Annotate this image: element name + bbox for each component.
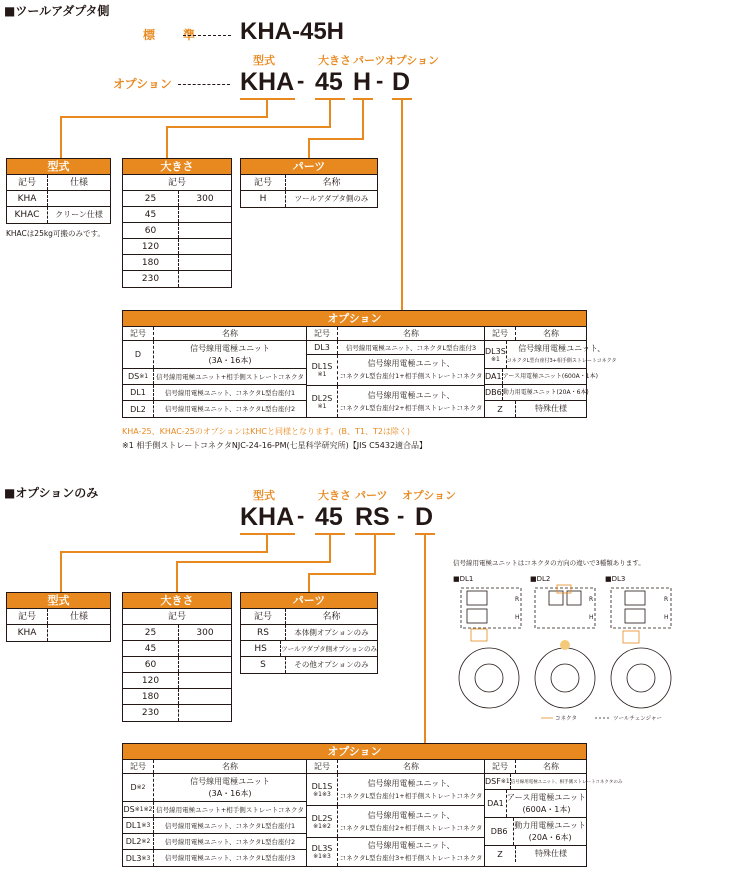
opt-col-code: 記号 [485,760,516,773]
parts-cell: ツールアダプタ側のみ [285,191,377,207]
option-leader [178,84,230,85]
r-label-dl1: R [515,596,520,603]
opt-code: DS [127,372,140,381]
size-col-code-2: 記号 [167,612,186,622]
size-cell-2: 45 [144,644,157,654]
connector [176,561,178,593]
opt-mark: ※1 [500,778,510,785]
type-col-spec: 仕様 [47,175,110,190]
opt-name: コネクタL型台座付3+相手側ストレートコネクタ [506,357,617,364]
size-cell: 300 [178,191,231,206]
size-cell [178,223,231,238]
connector [308,138,364,140]
opt-col-name: 名称 [543,761,559,771]
opt-name: 信号線用電極ユニット、 [367,810,455,820]
size-table-2 [122,592,232,722]
opt-code: Z [485,401,516,417]
connector [329,98,331,128]
parts-cell-2: RS [257,628,269,638]
opt-name: 信号線用電極ユニット、コネクタL型台座付3 [164,854,296,862]
opt-mark: ※1 [139,373,149,380]
opt-name: 信号線用電極ユニット、 [367,390,455,400]
connector [60,116,268,118]
opt-name: 信号線用電極ユニット、コネクタL型台座付1 [164,388,296,397]
connector [401,98,403,311]
option-table-title: オプション [123,311,586,327]
size-cell [178,271,231,287]
option-header-2: オプション [402,489,457,502]
size-cell: 120 [141,242,160,252]
parts-col-name-2: 名称 [285,609,377,624]
opt-col-code: 記号 [123,327,154,340]
size-cell-2 [178,657,231,672]
connector-diagram [453,583,673,728]
type-header-2: 型式 [253,489,275,502]
option-header: オプション [385,54,440,67]
type-table-title: 型式 [7,159,110,175]
type-col-spec-2: 仕様 [47,609,110,624]
section2-title: ■オプションのみ [4,486,99,500]
connector [329,533,331,563]
code-dash1: - [297,68,305,93]
opt-name: 信号線用電極ユニット [190,343,270,353]
opt-name: コネクタL型台座付2+相手側ストレートコネクタ [339,823,483,832]
opt-code: DL2S [311,393,333,403]
option-table-title-2: オプション [123,744,586,760]
opt-code: DL3S [485,346,506,356]
connector [424,533,426,743]
opt-name: 信号線用電極ユニット、相手側ストレートコネクタのみ [510,779,623,785]
standard-leader [183,35,231,36]
opt-name: 信号線用電極ユニット、 [367,841,455,850]
h-label-dl2: H [589,614,594,621]
size-cell-2 [178,689,231,704]
opt-code: D [123,341,154,368]
opt-code: DL3 [307,341,338,354]
code-option-2: D [415,503,434,531]
size-cell: 180 [141,258,160,268]
opt-col-name: 名称 [543,328,559,338]
connector [166,126,331,128]
type-table [6,158,111,224]
opt-name: 信号線用電極ユニット、コネクタL型台座付1 [164,821,296,830]
type-cell [47,191,110,206]
parts-header: パーツ [353,54,386,67]
type-cell-2 [47,625,110,641]
size-cell: 230 [141,274,160,284]
connector [266,98,268,118]
opt-code: DSF [485,777,501,786]
opt-col-code: 記号 [307,760,338,773]
parts-cell-2: 本体側オプションのみ [285,625,377,640]
opt-name: 信号線用電極ユニット、コネクタL型台座付3 [345,343,477,352]
code-type: KHA [240,68,295,96]
opt-name: 特殊仕様 [535,404,567,413]
opt-name: 信号線用電極ユニット+相手側ストレートコネクタ [156,372,304,381]
size-cell-2 [178,641,231,656]
parts-col-name: 名称 [285,175,377,190]
opt-mark: ※2 [141,838,151,845]
note-khc: KHA-25、KHAC-25のオプションはKHCと同様となります。(B、T1、T2は除く) [122,427,411,436]
note-connector: ※1 相手側ストレートコネクタNJC-24-16-PM(七星科学研究所)【JIS C5432適合品】 [122,441,428,450]
opt-mark: ※3 [141,854,151,862]
opt-name: 特殊仕様 [535,849,567,858]
code-size-2: 45 [315,503,343,531]
opt-code: DL1 [123,385,154,400]
opt-name: 信号線用電極ユニット [190,776,270,786]
r-label-dl2: R [589,596,594,603]
opt-name: 信号線用電極ユニット、コネクタL型台座付2 [164,405,296,413]
type-note: KHACは25kg可搬のみです。 [6,229,105,238]
opt-name: (3A・16本) [208,355,252,365]
opt-mark: ※1※3 [313,790,331,798]
opt-name: 動力用電極ユニット [514,820,586,830]
diagram-label-dl2: ■DL2 [530,575,551,583]
code-type-2: KHA [240,503,295,531]
connector [308,138,310,159]
connector [308,573,310,593]
parts-table-2 [240,592,378,674]
opt-col-code: 記号 [307,327,338,340]
opt-name: (600A・1本) [522,804,571,814]
type-table-2 [6,592,111,642]
opt-code: DL2S [311,813,333,823]
opt-name: (20A・6本) [528,832,572,842]
size-cell-2: 25 [144,628,157,638]
option-table-2 [122,743,623,867]
parts-col-code-2: 記号 [253,612,272,622]
type-cell: クリーン仕様 [47,207,110,223]
opt-code: DB6 [485,385,503,400]
opt-code: DA1 [485,369,503,384]
opt-name: 信号線用電極ユニット、 [367,359,455,368]
parts-col-code: 記号 [253,178,272,188]
opt-col-name: 名称 [222,761,238,771]
section1-title: ■ツールアダプタ側 [4,4,110,18]
opt-code: DB6 [485,818,514,845]
connector-mark [560,640,570,650]
opt-code: DL3 [125,853,142,863]
size-table [122,158,232,288]
opt-mark: ※1 [490,355,500,363]
diagram-label-dl3: ■DL3 [605,575,626,583]
connector [60,116,62,159]
opt-code: DA1 [485,790,507,817]
opt-col-code: 記号 [485,327,516,340]
opt-code: DS [123,805,135,814]
type-table-title-2: 型式 [7,593,110,609]
type-cell: KHAC [14,210,40,220]
opt-name: 動力用電極ユニット(20A・6本) [502,389,589,396]
size-cell-2: 230 [141,708,160,718]
code-parts: H [353,68,372,96]
opt-mark: ※1※3 [313,853,331,860]
legend-changer: ツールチェンジャー [613,716,662,722]
opt-code: DL1 [125,821,142,830]
opt-name: コネクタL型台座付1+相手側ストレートコネクタ [339,791,483,800]
size-col-code: 記号 [167,178,186,188]
standard-code: KHA-45H [240,18,345,45]
h-label-dl1: H [515,614,520,621]
opt-code: DL1S [311,362,333,371]
code-dash2: - [376,68,384,93]
type-cell-2: KHA [17,628,37,638]
parts-cell: H [259,194,267,204]
code-parts-2: RS [355,503,390,531]
opt-col-name: 名称 [222,328,238,338]
code-dash1-2: - [297,503,305,528]
opt-code: DL1S [311,781,333,791]
size-cell [178,239,231,254]
size-cell [178,207,231,222]
type-header: 型式 [253,54,275,67]
connector [374,533,376,575]
opt-mark: ※1※2 [134,806,153,813]
opt-mark: ※1※2 [313,822,331,830]
connector [60,551,268,553]
size-cell: 60 [144,226,157,236]
connector [362,98,364,140]
size-cell: 25 [144,194,157,204]
size-cell [178,255,231,270]
opt-name: 信号線用電極ユニット+相手側ストレートコネクタ [156,805,304,814]
size-table-title-2: 大きさ [123,593,231,609]
opt-name: 信号線用電極ユニット、 [367,778,455,788]
opt-mark: ※2 [136,784,146,791]
opt-code: DL2 [123,401,154,417]
parts-cell-2: ツールアダプタ側オプションのみ [280,641,377,656]
opt-name: アース用電極ユニット [506,792,586,802]
size-header-2: 大きさ [318,489,351,502]
parts-table-title-2: パーツ [241,593,377,609]
size-cell-2: 180 [141,692,160,702]
size-cell-2: 120 [141,676,160,686]
size-table-title: 大きさ [123,159,231,175]
size-cell-2: 300 [178,625,231,640]
legend-connector: コネクタ [555,716,577,722]
opt-code: DL2 [125,837,142,846]
type-col-code: 記号 [17,178,36,188]
opt-mark: ※1 [317,402,327,410]
connector [176,561,331,563]
diagram-caption: 信号線用電極ユニットはコネクタの方向の違いで3種類あります。 [453,559,645,567]
connector [308,573,376,575]
diagram-label-dl1: ■DL1 [453,575,474,583]
standard-label: 標 準 [143,28,204,42]
opt-code: D [130,783,137,792]
opt-col-name: 名称 [403,328,419,338]
opt-name: コネクタL型台座付2+相手側ストレートコネクタ [339,403,483,412]
option-label: オプション [113,77,172,91]
opt-col-name: 名称 [403,761,419,771]
size-header: 大きさ [318,54,351,67]
opt-name: (3A・16本) [208,788,252,798]
code-size: 45 [315,68,343,96]
h-label-dl3: H [664,614,669,621]
code-option: D [392,68,411,96]
opt-col-code: 記号 [123,760,154,773]
parts-header-2: パーツ [355,489,388,502]
parts-cell-2: S [260,660,266,670]
r-label-dl3: R [664,596,669,603]
connector [266,533,268,553]
size-cell-2 [178,673,231,688]
opt-name: コネクタL型台座付1+相手側ストレートコネクタ [339,372,483,380]
connector [60,551,62,593]
type-cell: KHA [17,194,37,204]
size-cell-2 [178,705,231,721]
parts-cell-2: その他オプションのみ [285,657,377,673]
size-cell-2: 60 [144,660,157,670]
opt-mark: ※1 [317,371,327,378]
connector [166,126,168,159]
type-col-code-2: 記号 [17,612,36,622]
opt-mark: ※3 [141,822,151,829]
code-dash2-2: - [397,503,405,528]
option-table [122,310,617,418]
opt-code: DL3S [311,844,333,853]
opt-name: アース用電極ユニット(600A・1本) [502,373,598,380]
opt-name: コネクタL型台座付3+相手側ストレートコネクタ [339,854,483,862]
size-cell: 45 [144,210,157,220]
parts-table [240,158,378,208]
opt-code: Z [485,846,516,862]
parts-table-title: パーツ [241,159,377,175]
opt-name: 信号線用電極ユニット、 [518,343,606,353]
parts-cell-2: HS [254,644,267,654]
opt-name: 信号線用電極ユニット、コネクタL型台座付2 [164,837,296,846]
